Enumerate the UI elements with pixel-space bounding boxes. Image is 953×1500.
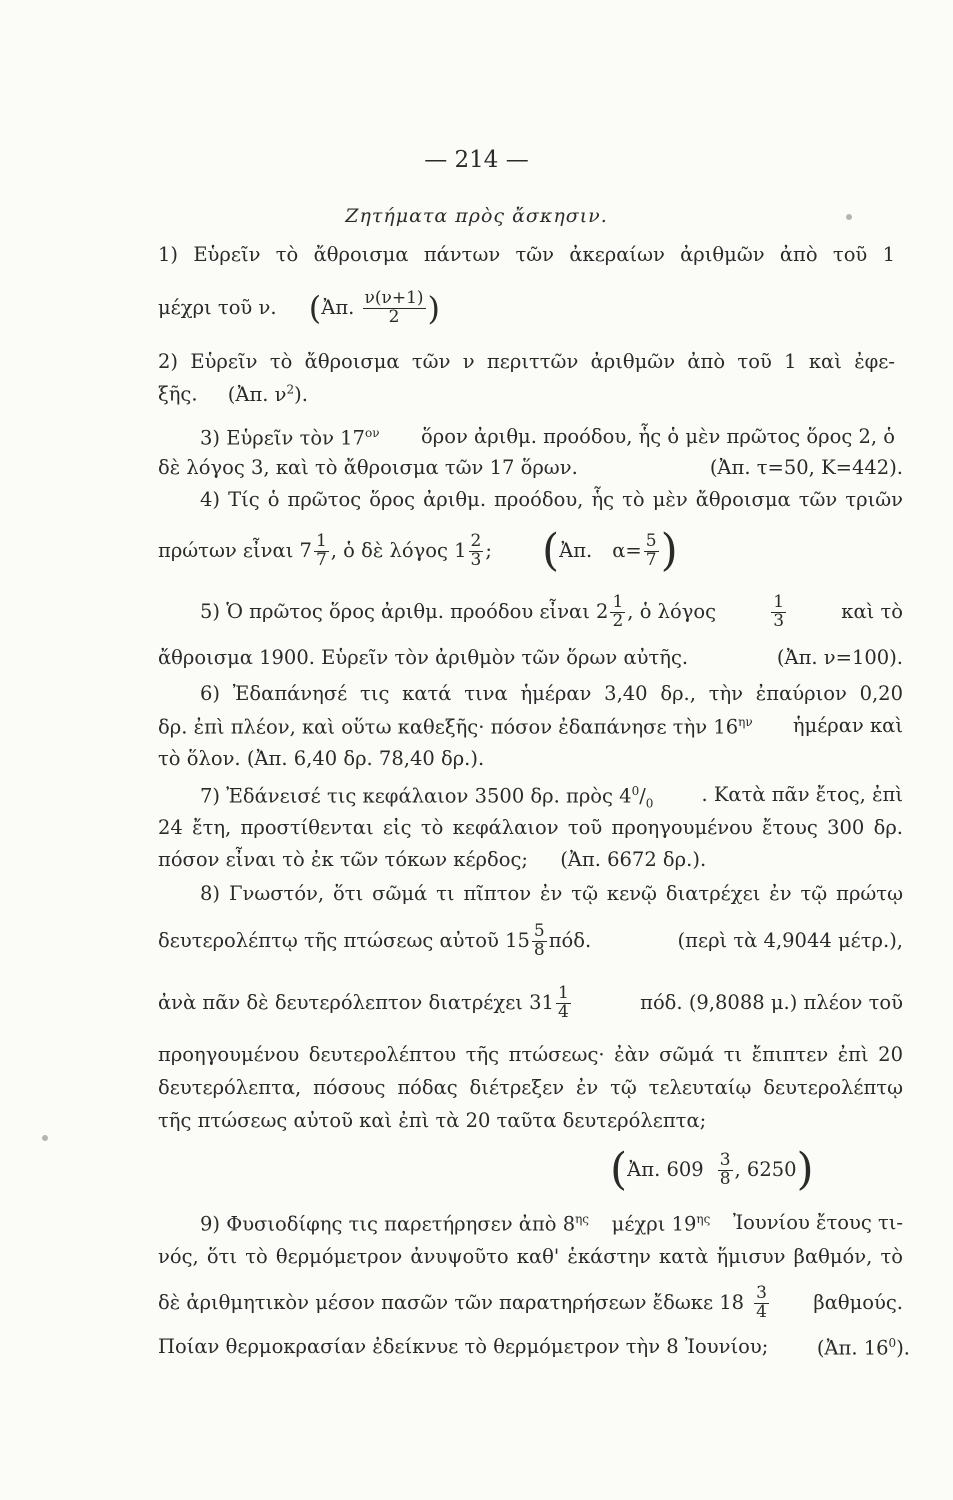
- problem-1-answer-prefix: Ἀπ.: [321, 295, 355, 319]
- problem-6-line-3: τὸ ὅλον. (Ἀπ. 6,40 δρ. 78,40 δρ.).: [158, 747, 485, 770]
- problem-5-answer: (Ἀπ. ν=100).: [776, 646, 903, 669]
- problem-9-answer: (Ἀπ. $16^0$).: [816, 1336, 910, 1360]
- problem-3-line-2: δὲ λόγος 3, καὶ τὸ ἄθροισμα τῶν 17 ὅρων. (Ἀπ. τ=50, Κ=442).: [158, 456, 903, 479]
- problem-9-fraction: $\frac{3}{4}$: [756, 1282, 767, 1322]
- problem-7-line-3: πόσον εἶναι τὸ ἐκ τῶν τόκων κέρδος; (Ἀπ. 6672 δρ.).: [158, 848, 707, 871]
- problem-8-fraction-1: $\frac{5}{8}$: [533, 920, 545, 960]
- problem-7-answer: (Ἀπ. 6672 δρ.).: [560, 848, 707, 871]
- problem-4-line-2: πρώτων εἶναι 7 $\frac{1}{7}$ , ὁ δὲ λόγος 1 $\frac{2}{3}$ ; ( Ἀπ. α= $\frac{5}{7}$ ): [158, 525, 678, 576]
- problem-8-answer: ( Ἀπ. 609 $\frac{3}{8}$ , 6250 ): [610, 1144, 814, 1195]
- problem-1-answer-fraction: $\frac{\nu(\nu+1)}{2}$: [364, 288, 424, 327]
- problem-5-line-2: ἄθροισμα 1900. Εὑρεῖν τὸν ἀριθμὸν τῶν ὅρων αὐτῆς. (Ἀπ. ν=100).: [158, 646, 903, 669]
- problem-8-line-3: ἀνὰ πᾶν δὲ δευτερόλεπτον διατρέχει 31 $\frac{1}{4}$ πόδ. (9,8088 μ.) πλέον τοῦ: [158, 982, 903, 1022]
- problem-1-line-2: μέχρι τοῦ ν. (Ἀπ. $\frac{\nu(\nu+1)}{2}$ ): [158, 288, 441, 328]
- problem-4-answer-prefix: Ἀπ.: [559, 539, 593, 563]
- problem-9-line-2: νός, ὅτι τὸ θερμόμετρον ἀνυψοῦτο καθ' ἑκάστην κατὰ ἥμισυν βαθμόν, τὸ: [158, 1245, 903, 1268]
- problem-2-line-2: ξῆς. (Ἀπ. $\nu^2$).: [158, 382, 308, 406]
- problem-6-line-1: 6) Ἐδαπάνησέ τις κατά τινα ἡμέραν 3,40 δρ., τὴν ἐπαύριον 0,20: [200, 682, 903, 705]
- problem-8-line-6: τῆς πτώσεως αὐτοῦ καὶ ἐπὶ τὰ 20 ταῦτα δευτερόλεπτα;: [158, 1109, 707, 1132]
- problem-8-line-5: δευτερόλεπτα, πόσους πόδας διέτρεξεν ἐν τῷ τελευταίῳ δευτερολέπτῳ: [158, 1076, 903, 1099]
- section-title: Ζητήματα πρὸς ἄσκησιν.: [345, 205, 608, 227]
- problem-1-line-1: 1) Εὑρεῖν τὸ ἄθροισμα πάντων τῶν ἀκεραίων ἀριθμῶν ἀπὸ τοῦ 1: [158, 243, 895, 266]
- problem-4-fraction-1: $\frac{1}{7}$: [315, 530, 327, 570]
- problem-5-fraction-1: $\frac{1}{2}$: [612, 591, 624, 631]
- problem-9-line-3: δὲ ἀριθμητικὸν μέσον πασῶν τῶν παρατηρήσεων ἔδωκε 18 $\frac{3}{4}$ βαθμούς.: [158, 1282, 903, 1322]
- ink-spot: [42, 1135, 48, 1141]
- problem-4-answer-fraction: $\frac{5}{7}$: [645, 530, 657, 570]
- problem-8-line-4: προηγουμένου δευτερολέπτου τῆς πτώσεως· ἐὰν σῶμά τι ἔπιπτεν ἐπὶ 20: [158, 1043, 903, 1066]
- problem-9-line-4: Ποίαν θερμοκρασίαν ἐδείκνυε τὸ θερμόμετρον τὴν 8 Ἰουνίου; (Ἀπ. $16^0$).: [158, 1335, 910, 1360]
- page-number: — 214 —: [424, 147, 529, 173]
- problem-8-answer-fraction: $\frac{3}{8}$: [719, 1149, 731, 1189]
- problem-2-answer: (Ἀπ. $\nu^2$).: [227, 382, 308, 406]
- problem-9-line-1: 9) Φυσιοδίφης τις παρετήρησεν ἀπὸ $8^{\eta\varsigma}$ μέχρι $19^{\eta\varsigma}$ Ἰουνίου ἔτους τι-: [200, 1211, 903, 1236]
- problem-8-line-2: δευτερολέπτῳ τῆς πτώσεως αὐτοῦ 15 $\frac{5}{8}$ πόδ. (περὶ τὰ 4,9044 μέτρ.),: [158, 920, 903, 960]
- problem-3-answer: (Ἀπ. τ=50, Κ=442).: [709, 456, 903, 479]
- problem-8-fraction-2: $\frac{1}{4}$: [557, 982, 569, 1022]
- problem-5-line-1: 5) Ὁ πρῶτος ὅρος ἀριθμ. προόδου εἶναι 2 $\frac{1}{2}$ , ὁ λόγος $\frac{1}{3}$ καὶ τὸ: [200, 591, 903, 631]
- problem-7-line-2: 24 ἔτη, προστίθενται εἰς τὸ κεφάλαιον τοῦ προηγουμένου ἔτους 300 δρ.: [158, 816, 903, 839]
- problem-6-line-2: δρ. ἐπὶ πλέον, καὶ οὕτω καθεξῆς· πόσον ἐδαπάνησε τὴν $16^{\eta\nu}$ ἡμέραν καὶ: [158, 714, 903, 739]
- problem-5-fraction-2: $\frac{1}{3}$: [773, 591, 785, 631]
- problem-1-text: μέχρι τοῦ ν.: [158, 295, 277, 319]
- problem-7-line-1: 7) Ἐδάνεισέ τις κεφάλαιον 3500 δρ. πρὸς $4^0/_0$ . Κατὰ πᾶν ἔτος, ἐπὶ: [200, 783, 903, 811]
- ink-spot: [846, 214, 852, 220]
- problem-2-line-1: 2) Εὑρεῖν τὸ ἄθροισμα τῶν ν περιττῶν ἀριθμῶν ἀπὸ τοῦ 1 καὶ ἐφε-: [158, 350, 895, 373]
- problem-8-line-1: 8) Γνωστόν, ὅτι σῶμά τι πῖπτον ἐν τῷ κενῷ διατρέχει ἐν τῷ πρώτῳ: [200, 882, 903, 905]
- problem-4-fraction-2: $\frac{2}{3}$: [470, 530, 482, 570]
- problem-4-line-1: 4) Τίς ὁ πρῶτος ὅρος ἀριθμ. προόδου, ἧς τὸ μὲν ἄθροισμα τῶν τριῶν: [200, 488, 903, 511]
- problem-3-line-1: 3) Εὑρεῖν τὸν $17^{o\nu}$ ὅρον ἀριθμ. προόδου, ἧς ὁ μὲν πρῶτος ὅρος 2, ὁ: [200, 425, 895, 450]
